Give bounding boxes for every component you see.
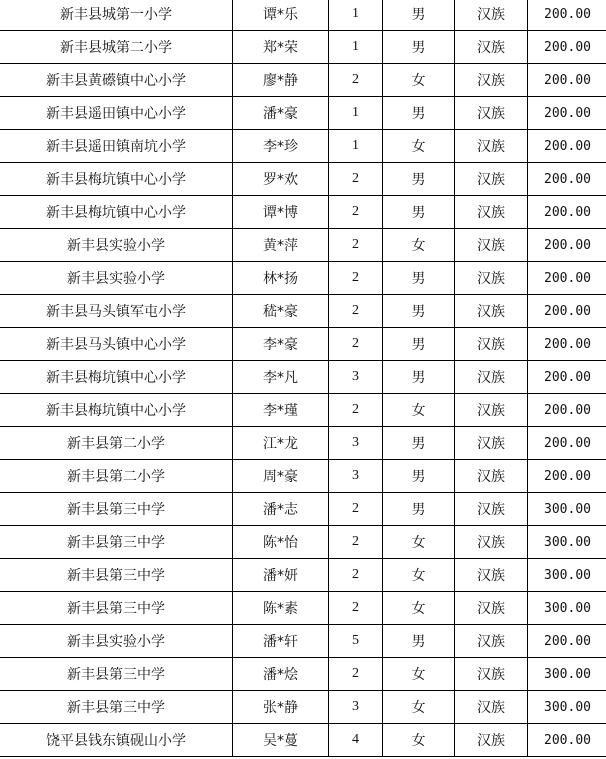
student-name-cell: 周*豪: [233, 460, 329, 493]
grade-cell: 2: [329, 394, 383, 427]
grade-cell: 2: [329, 64, 383, 97]
amount-cell: 200.00: [528, 0, 606, 31]
ethnicity-cell: 汉族: [455, 559, 528, 592]
ethnicity-cell: 汉族: [455, 394, 528, 427]
table-row: [0, 262, 606, 295]
gender-cell: 男: [383, 328, 455, 361]
school-cell: 新丰县城第一小学: [0, 0, 233, 31]
student-name-cell: 张*静: [233, 691, 329, 724]
table-row: [0, 460, 606, 493]
student-name-cell: 嵇*豪: [233, 295, 329, 328]
student-name-cell: 李*凡: [233, 361, 329, 394]
amount-cell: 200.00: [528, 130, 606, 163]
ethnicity-cell: 汉族: [455, 625, 528, 658]
grade-cell: 2: [329, 196, 383, 229]
school-cell: 新丰县第三中学: [0, 526, 233, 559]
amount-cell: 200.00: [528, 262, 606, 295]
student-name-cell: 李*豪: [233, 328, 329, 361]
school-cell: 新丰县梅坑镇中心小学: [0, 163, 233, 196]
grade-cell: 4: [329, 724, 383, 757]
gender-cell: 女: [383, 724, 455, 757]
school-cell: 新丰县第三中学: [0, 592, 233, 625]
student-name-cell: 陈*素: [233, 592, 329, 625]
ethnicity-cell: 汉族: [455, 163, 528, 196]
ethnicity-cell: 汉族: [455, 691, 528, 724]
gender-cell: 女: [383, 64, 455, 97]
gender-cell: 男: [383, 0, 455, 31]
amount-cell: 200.00: [528, 724, 606, 757]
gender-cell: 男: [383, 295, 455, 328]
student-name-cell: 江*龙: [233, 427, 329, 460]
school-cell: 新丰县实验小学: [0, 262, 233, 295]
amount-cell: 200.00: [528, 328, 606, 361]
grade-cell: 2: [329, 229, 383, 262]
ethnicity-cell: 汉族: [455, 361, 528, 394]
amount-cell: 300.00: [528, 493, 606, 526]
amount-cell: 200.00: [528, 31, 606, 64]
table-row: [0, 394, 606, 427]
table-row: [0, 361, 606, 394]
amount-cell: 200.00: [528, 196, 606, 229]
school-cell: 新丰县城第二小学: [0, 31, 233, 64]
ethnicity-cell: 汉族: [455, 592, 528, 625]
school-cell: 饶平县钱东镇砚山小学: [0, 724, 233, 757]
table-row: [0, 295, 606, 328]
gender-cell: 女: [383, 229, 455, 262]
amount-cell: 200.00: [528, 295, 606, 328]
student-name-cell: 潘*轩: [233, 625, 329, 658]
gender-cell: 女: [383, 559, 455, 592]
table-row: [0, 328, 606, 361]
student-name-cell: 潘*烩: [233, 658, 329, 691]
grade-cell: 2: [329, 295, 383, 328]
grade-cell: 2: [329, 163, 383, 196]
table-row: [0, 427, 606, 460]
gender-cell: 男: [383, 163, 455, 196]
amount-cell: 300.00: [528, 691, 606, 724]
school-cell: 新丰县遥田镇中心小学: [0, 97, 233, 130]
school-cell: 新丰县第二小学: [0, 427, 233, 460]
student-name-cell: 郑*荣: [233, 31, 329, 64]
ethnicity-cell: 汉族: [455, 328, 528, 361]
amount-cell: 300.00: [528, 592, 606, 625]
school-cell: 新丰县实验小学: [0, 229, 233, 262]
table-row: [0, 658, 606, 691]
amount-cell: 200.00: [528, 427, 606, 460]
gender-cell: 女: [383, 658, 455, 691]
amount-cell: 300.00: [528, 658, 606, 691]
gender-cell: 男: [383, 625, 455, 658]
student-name-cell: 廖*静: [233, 64, 329, 97]
table-row: [0, 97, 606, 130]
school-cell: 新丰县第三中学: [0, 691, 233, 724]
school-cell: 新丰县第二小学: [0, 460, 233, 493]
school-cell: 新丰县梅坑镇中心小学: [0, 394, 233, 427]
gender-cell: 男: [383, 31, 455, 64]
amount-cell: 200.00: [528, 460, 606, 493]
gender-cell: 男: [383, 262, 455, 295]
ethnicity-cell: 汉族: [455, 31, 528, 64]
ethnicity-cell: 汉族: [455, 0, 528, 31]
student-name-cell: 谭*博: [233, 196, 329, 229]
gender-cell: 男: [383, 493, 455, 526]
table-row: [0, 31, 606, 64]
grade-cell: 1: [329, 130, 383, 163]
table-row: [0, 64, 606, 97]
grade-cell: 2: [329, 592, 383, 625]
ethnicity-cell: 汉族: [455, 427, 528, 460]
grade-cell: 2: [329, 493, 383, 526]
ethnicity-cell: 汉族: [455, 724, 528, 757]
amount-cell: 200.00: [528, 229, 606, 262]
ethnicity-cell: 汉族: [455, 97, 528, 130]
table-row: [0, 691, 606, 724]
amount-cell: 200.00: [528, 625, 606, 658]
ethnicity-cell: 汉族: [455, 658, 528, 691]
table-row: [0, 196, 606, 229]
grade-cell: 1: [329, 97, 383, 130]
gender-cell: 女: [383, 691, 455, 724]
table-row: [0, 724, 606, 757]
grade-cell: 1: [329, 31, 383, 64]
school-cell: 新丰县第三中学: [0, 559, 233, 592]
student-name-cell: 潘*豪: [233, 97, 329, 130]
student-name-cell: 罗*欢: [233, 163, 329, 196]
grade-cell: 3: [329, 691, 383, 724]
ethnicity-cell: 汉族: [455, 262, 528, 295]
amount-cell: 200.00: [528, 97, 606, 130]
grade-cell: 1: [329, 0, 383, 31]
gender-cell: 女: [383, 526, 455, 559]
ethnicity-cell: 汉族: [455, 196, 528, 229]
student-name-cell: 李*瑾: [233, 394, 329, 427]
gender-cell: 男: [383, 196, 455, 229]
school-cell: 新丰县黄礤镇中心小学: [0, 64, 233, 97]
grade-cell: 2: [329, 262, 383, 295]
gender-cell: 女: [383, 130, 455, 163]
student-name-cell: 潘*志: [233, 493, 329, 526]
ethnicity-cell: 汉族: [455, 460, 528, 493]
gender-cell: 男: [383, 427, 455, 460]
ethnicity-cell: 汉族: [455, 295, 528, 328]
school-cell: 新丰县第三中学: [0, 493, 233, 526]
grade-cell: 2: [329, 658, 383, 691]
student-name-cell: 谭*乐: [233, 0, 329, 31]
table-row: [0, 559, 606, 592]
grade-cell: 3: [329, 427, 383, 460]
amount-cell: 200.00: [528, 163, 606, 196]
student-name-cell: 李*珍: [233, 130, 329, 163]
grade-cell: 3: [329, 361, 383, 394]
amount-cell: 200.00: [528, 361, 606, 394]
table-row: [0, 163, 606, 196]
grade-cell: 2: [329, 559, 383, 592]
amount-cell: 300.00: [528, 526, 606, 559]
student-name-cell: 吴*蔓: [233, 724, 329, 757]
school-cell: 新丰县马头镇中心小学: [0, 328, 233, 361]
amount-cell: 200.00: [528, 394, 606, 427]
table-row: [0, 592, 606, 625]
student-name-cell: 林*扬: [233, 262, 329, 295]
gender-cell: 男: [383, 361, 455, 394]
table-row: [0, 130, 606, 163]
ethnicity-cell: 汉族: [455, 229, 528, 262]
ethnicity-cell: 汉族: [455, 130, 528, 163]
ethnicity-cell: 汉族: [455, 64, 528, 97]
table-row: [0, 229, 606, 262]
amount-cell: 200.00: [528, 64, 606, 97]
gender-cell: 女: [383, 592, 455, 625]
grade-cell: 2: [329, 328, 383, 361]
table-row: [0, 625, 606, 658]
school-cell: 新丰县实验小学: [0, 625, 233, 658]
amount-cell: 300.00: [528, 559, 606, 592]
school-cell: 新丰县马头镇军屯小学: [0, 295, 233, 328]
ethnicity-cell: 汉族: [455, 493, 528, 526]
grade-cell: 3: [329, 460, 383, 493]
school-cell: 新丰县梅坑镇中心小学: [0, 361, 233, 394]
school-cell: 新丰县第三中学: [0, 658, 233, 691]
school-cell: 新丰县梅坑镇中心小学: [0, 196, 233, 229]
grade-cell: 2: [329, 526, 383, 559]
student-name-cell: 潘*妍: [233, 559, 329, 592]
gender-cell: 男: [383, 460, 455, 493]
student-name-cell: 陈*怡: [233, 526, 329, 559]
table-row: [0, 526, 606, 559]
table-row: [0, 0, 606, 31]
student-name-cell: 黄*萍: [233, 229, 329, 262]
grade-cell: 5: [329, 625, 383, 658]
gender-cell: 女: [383, 394, 455, 427]
table-row: [0, 493, 606, 526]
gender-cell: 男: [383, 97, 455, 130]
school-cell: 新丰县遥田镇南坑小学: [0, 130, 233, 163]
ethnicity-cell: 汉族: [455, 526, 528, 559]
